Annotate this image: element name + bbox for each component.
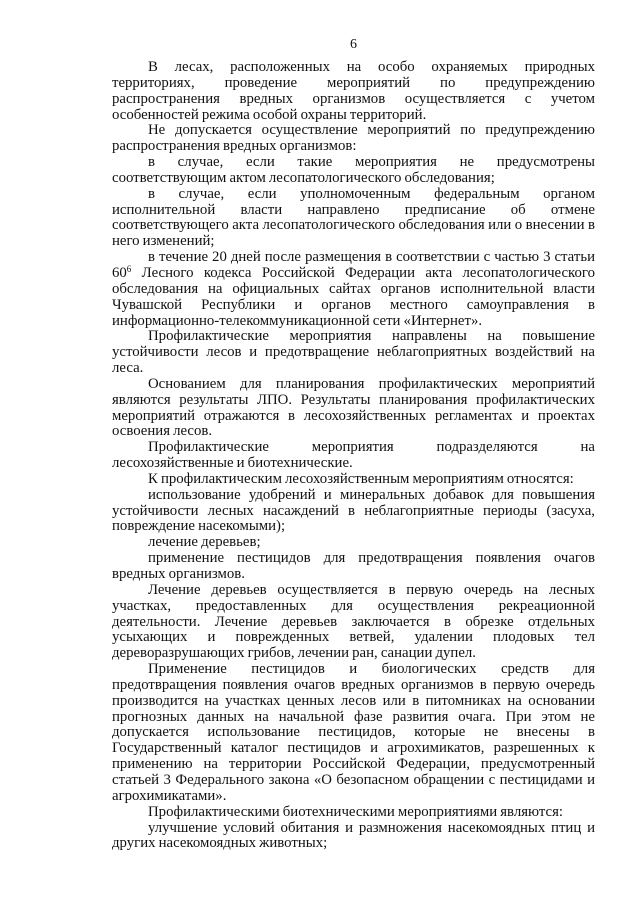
- document-page: [112, 36, 595, 852]
- paragraph-preventive-types: Профилактические мероприятия подразделяются на лесохозяйственные и биотехнические.: [112, 439, 595, 472]
- paragraph-forestry-measures-intro: К профилактическим лесохозяйственным мероприятиям относятся:: [148, 470, 574, 487]
- paragraph-biotechnical-intro: Профилактическими биотехническими мероприятиями являются:: [148, 803, 564, 820]
- paragraph-pesticides: применение пестицидов для предотвращения появления очагов вредных организмов.: [112, 550, 595, 582]
- paragraph-within-20-days-start: в течение 20 дней после размещения в соответствии с частью 3 статьи 60: [112, 249, 595, 281]
- paragraph-within-20-days: [112, 250, 595, 329]
- paragraph-planning-basis: Основанием для планирования профилактических мероприятий являются результаты ЛПО. Результаты планирования профилактических мероприятий отражаются в лесохозяйственных регламентах и проектах освоения лесов.: [112, 375, 595, 440]
- paragraph-within-20-days-end: Лесного кодекса Российской Федерации акта лесопатологического обследования на официальных сайтах органов исполнительной власти Чувашской Республики и органов местного самоуправления в информационно-телекоммуникационной сети «Интернет».: [112, 264, 595, 329]
- paragraph-preventive-purpose: Профилактические мероприятия направлены на повышение устойчивости лесов и предотвращение неблагоприятных воздействий на леса.: [112, 328, 595, 377]
- paragraph-bird-habitat: улучшение условий обитания и размножения насекомоядных птиц и других насекомоядных животных;: [112, 819, 595, 852]
- paragraph-case-not-provided: в случае, если такие мероприятия не предусмотрены соответствующим актом лесопатологического обследования;: [112, 154, 595, 186]
- paragraph-pesticide-application: Применение пестицидов и биологических средств для предотвращения появления очагов вредных организмов в первую очередь производится на участках ценных лесов или в питомниках на основании прогнозных данных на начальной фазе развития очага. При этом не допускается использование пестицидов, которые не внесены в Государственный каталог пестицидов и агрохимикатов, разрешенных к применению на территории Российской Федерации, предусмотренный статьей 3 Федерального закона «О безопасном обращении с пестицидами и агрохимикатами».: [112, 661, 595, 804]
- page-number: 6: [350, 37, 357, 52]
- paragraph-fertilizers: использование удобрений и минеральных добавок для повышения устойчивости лесных насаждений в неблагоприятные периоды (засуха, повреждение насекомыми);: [112, 486, 595, 535]
- paragraph-treatment-details: Лечение деревьев осуществляется в первую очередь на лесных участках, предоставленных для осуществления рекреационной деятельности. Лечение деревьев заключается в обрезке отдельных усыхающих и поврежденных ветвей, удалении плодовых тел дереворазрушающих грибов, лечении ран, санации дупел.: [112, 581, 595, 662]
- paragraph-not-allowed-intro: Не допускается осуществление мероприятий по предупреждению распространения вредных организмов:: [112, 122, 595, 155]
- paragraph-protected-areas: В лесах, расположенных на особо охраняемых природных территориях, проведение мероприятий по предупреждению распространения вредных организмов осуществляется с учетом особенностей режима особой охраны территорий.: [112, 59, 595, 123]
- paragraph-tree-treatment: лечение деревьев;: [148, 534, 261, 551]
- article-superscript: 6: [126, 263, 132, 274]
- paragraph-case-prescription: в случае, если уполномоченным федеральным органом исполнительной власти направлено предписание об отмене соответствующего акта лесопатологического обследования или о внесении в него изменений;: [112, 185, 595, 250]
